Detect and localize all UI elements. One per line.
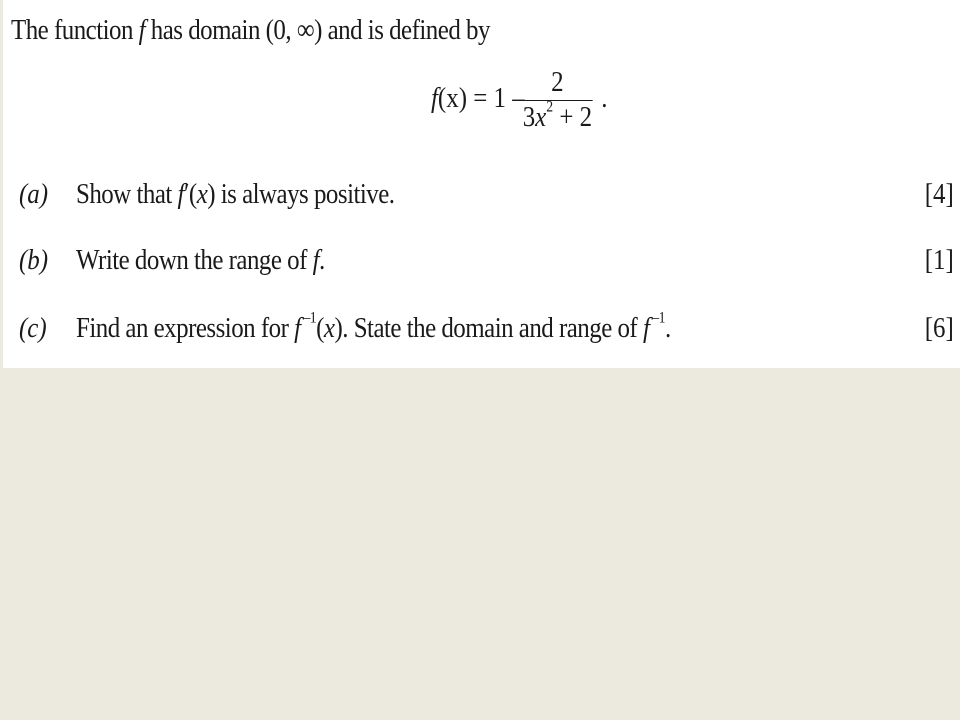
part-a-t1: Show that xyxy=(76,178,178,210)
part-c-f2: f xyxy=(642,312,650,344)
fraction xyxy=(522,66,593,134)
question-card xyxy=(3,0,960,368)
den-variable: x xyxy=(535,101,547,133)
part-b-t1: Write down the range of xyxy=(76,244,313,276)
part-c-t4: . xyxy=(664,312,671,344)
part-c-f: f xyxy=(294,312,301,344)
part-b-marks: [1] xyxy=(924,244,954,276)
part-c-t3: ). State the domain and range of xyxy=(334,312,643,344)
formula-lhs xyxy=(431,82,525,115)
den-exponent: 2 xyxy=(546,98,554,116)
formula-period: . xyxy=(601,82,608,114)
intro-text-rest: has domain (0, ∞) and is defined by xyxy=(145,14,490,46)
part-b-t2: . xyxy=(319,244,325,276)
part-a-f: f xyxy=(177,178,184,210)
part-c-inverse-exp: –1 xyxy=(300,309,317,327)
part-a-t2: ′( xyxy=(183,178,197,210)
part-a-x: x xyxy=(196,178,208,210)
formula-lhs-rest: (x) = 1 – xyxy=(437,82,525,114)
fraction-denominator xyxy=(522,98,593,134)
part-c-label: (c) xyxy=(19,312,47,344)
fraction-numerator: 2 xyxy=(551,66,564,98)
function-symbol: f xyxy=(138,14,146,46)
part-b-f: f xyxy=(312,244,320,276)
part-a-t3: ) is always positive. xyxy=(207,178,395,210)
formula-f: f xyxy=(431,82,438,114)
part-c-marks: [6] xyxy=(924,312,954,344)
part-b-label: (b) xyxy=(19,244,49,276)
part-a-text xyxy=(76,178,395,211)
part-a-label: (a) xyxy=(19,178,49,210)
part-c-text xyxy=(76,309,671,345)
part-c-inverse-exp-2: –1 xyxy=(649,309,665,327)
part-c-x: x xyxy=(323,312,335,344)
question-intro xyxy=(11,14,490,47)
den-constant: + 2 xyxy=(553,101,593,133)
part-c-t2: ( xyxy=(316,312,324,344)
part-a-marks: [4] xyxy=(924,178,954,210)
den-coefficient: 3 xyxy=(522,101,536,133)
part-c-t1: Find an expression for xyxy=(76,312,295,344)
intro-text: The function xyxy=(11,14,139,46)
part-b-text xyxy=(76,244,325,277)
